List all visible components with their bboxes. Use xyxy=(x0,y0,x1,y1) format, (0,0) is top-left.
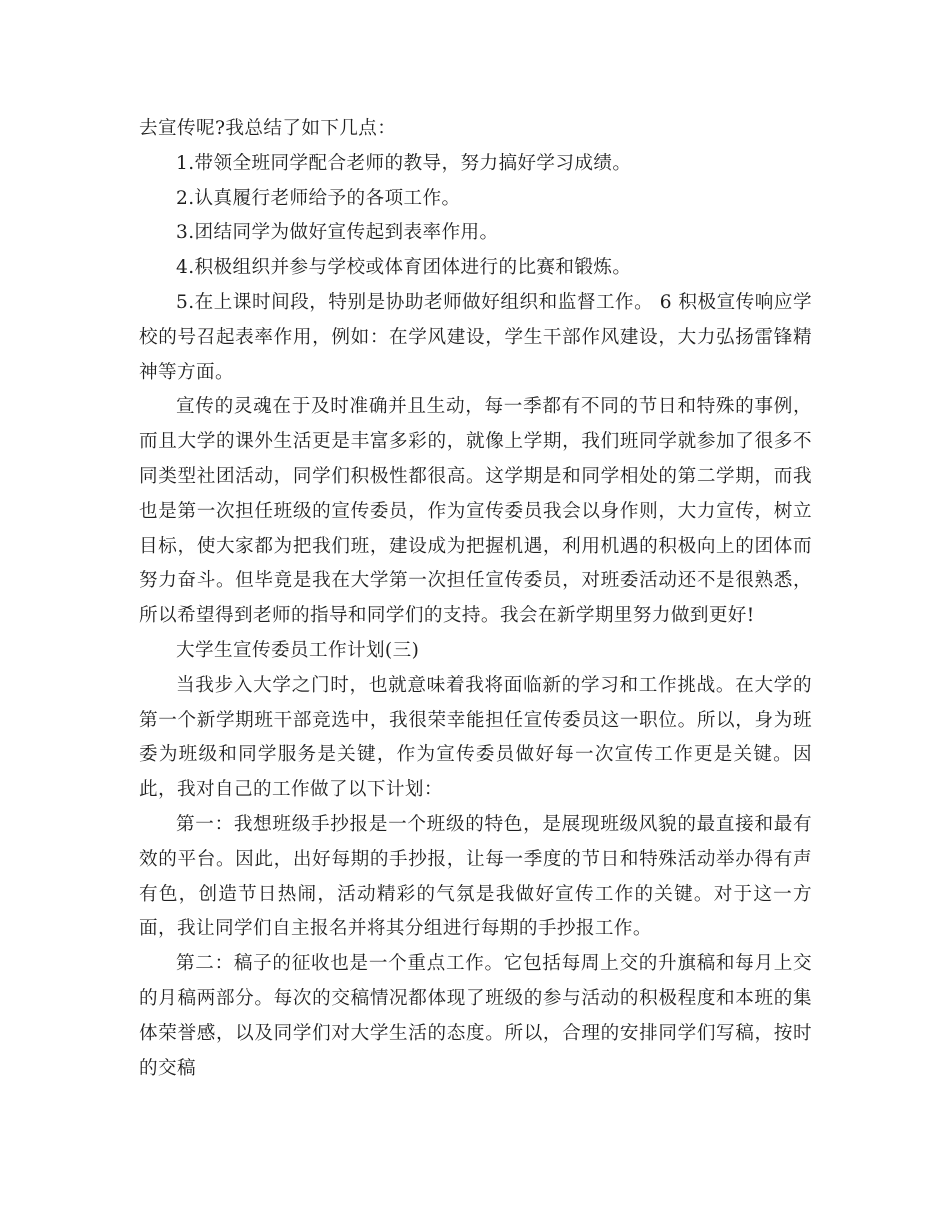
list-item-4: 4.积极组织并参与学校或体育团体进行的比赛和锻炼。 xyxy=(176,257,632,279)
paragraph-plan-first: 第一：我想班级手抄报是一个班级的特色，是展现班级风貌的最直接和最有效的平台。因此，出好每期的手抄报，让每一季度的节日和特殊活动举办得有声有色，创造节日热闹，活动精彩的气氛是我做好宣传工作的关键。对于这一方面，我让同学们自主报名并将其分组进行每期的手抄报工作。 xyxy=(139,813,812,940)
list-item-5: 5.在上课时间段，特别是协助老师做好组织和监督工作。 6 积极宣传响应学校的号召起表率作用，例如：在学风建设，学生干部作风建设，大力弘扬雷锋精神等方面。 xyxy=(139,291,812,383)
paragraph-publicity-soul: 宣传的灵魂在于及时准确并且生动，每一季都有不同的节日和特殊的事例，而且大学的课外生活更是丰富多彩的，就像上学期，我们班同学就参加了很多不同类型社团活动，同学们积极性都很高。这学期是和同学相处的第二学期，而我也是第一次担任班级的宣传委员，作为宣传委员我会以身作则，大力宣传，树立目标，使大家都为把我们班，建设成为把握机遇，利用机遇的积极向上的团体而努力奋斗。但毕竟是我在大学第一次担任宣传委员，对班委活动还不是很熟悉，所以希望得到老师的指导和同学们的支持。我会在新学期里努力做到更好! xyxy=(139,396,812,627)
paragraph-entering-university: 当我步入大学之门时，也就意味着我将面临新的学习和工作挑战。在大学的第一个新学期班干部竞选中，我很荣幸能担任宣传委员这一职位。所以，身为班委为班级和同学服务是关键，作为宣传委员做好每一次宣传工作更是关键。因此，我对自己的工作做了以下计划： xyxy=(139,674,812,801)
paragraph-intro: 去宣传呢?我总结了如下几点： xyxy=(139,118,397,139)
list-item-1: 1.带领全班同学配合老师的教导，努力搞好学习成绩。 xyxy=(176,152,632,174)
section-heading: 大学生宣传委员工作计划(三) xyxy=(176,639,420,661)
list-item-2: 2.认真履行老师给予的各项工作。 xyxy=(176,187,461,209)
list-item-3: 3.团结同学为做好宣传起到表率作用。 xyxy=(176,222,499,244)
paragraph-plan-second: 第二：稿子的征收也是一个重点工作。它包括每周上交的升旗稿和每月上交的月稿两部分。每次的交稿情况都体现了班级的参与活动的积极程度和本班的集体荣誉感，以及同学们对大学生活的态度。所以，合理的安排同学们写稿，按时的交稿 xyxy=(139,953,812,1079)
